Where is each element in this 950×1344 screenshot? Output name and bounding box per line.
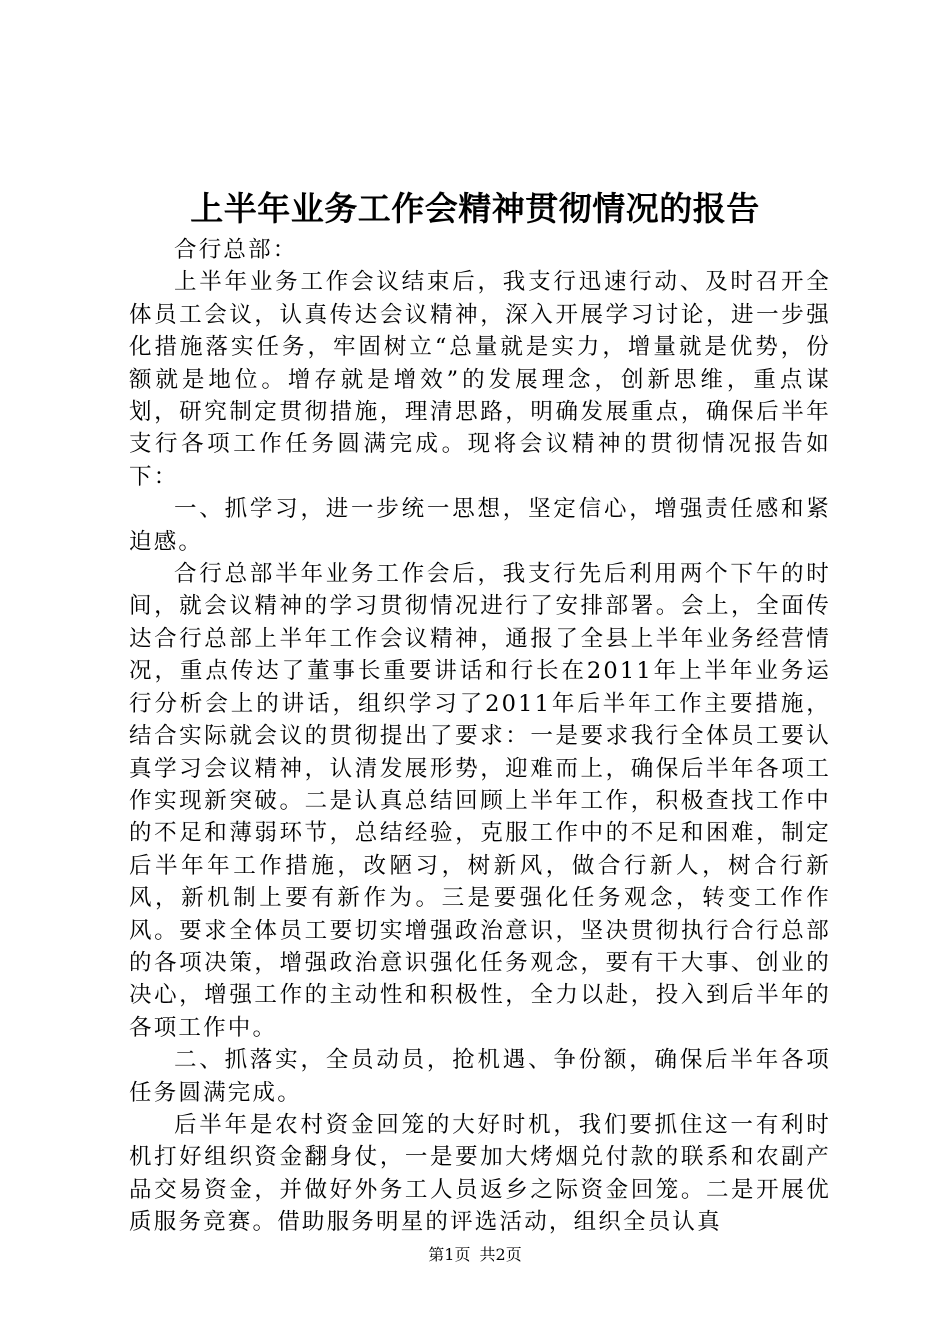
document-title: 上半年业务工作会精神贯彻情况的报告	[190, 189, 760, 228]
salutation: 合行总部：	[174, 237, 298, 263]
page-footer	[0, 1244, 950, 1266]
document-body	[129, 234, 831, 1239]
paragraph-section-2: 后半年是农村资金回笼的大好时机，我们要抓住这一有利时机打好组织资金翻身仗，一是要加大烤烟兑付款的联系和农副产品交易资金，并做好外务工人员返乡之际资金回笼。二是开展优质服务竞赛。借助服务明星的评选活动，组织全员认真	[129, 1111, 831, 1236]
page-total: 共2页	[479, 1245, 522, 1264]
paragraph-section-1: 合行总部半年业务工作会后，我支行先后利用两个下午的时间，就会议精神的学习贯彻情况进行了安排部署。会上，全面传达合行总部上半年工作会议精神，通报了全县上半年业务经营情况，重点传达了董事长重要讲话和行长在2011年上半年业务运行分析会上的讲话，组织学习了2011年后半年工作主要措施，结合实际就会议的贯彻提出了要求：一是要求我行全体员工要认真学习会议精神，认清发展形势，迎难而上，确保后半年各项工作实现新突破。二是认真总结回顾上半年工作，积极查找工作中的不足和薄弱环节，总结经验，克服工作中的不足和困难，制定后半年年工作措施，改陋习，树新风，做合行新人，树合行新风，新机制上要有新作为。三是要强化任务观念，转变工作作风。要求全体员工要切实增强政治意识，坚决贯彻执行合行总部的各项决策，增强政治意识强化任务观念，要有干大事、创业的决心，增强工作的主动性和积极性，全力以赴，投入到后半年的各项工作中。	[129, 561, 831, 1041]
page-number: 第1页	[428, 1245, 471, 1264]
section-heading-2: 二、抓落实，全员动员，抢机遇、争份额，确保后半年各项任务圆满完成。	[129, 1047, 831, 1106]
paragraph-intro: 上半年业务工作会议结束后，我支行迅速行动、及时召开全体员工会议，认真传达会议精神，深入开展学习讨论，进一步强化措施落实任务，牢固树立“总量就是实力，增量就是优势，份额就是地位。增存就是增效”的发展理念，创新思维，重点谋划，研究制定贯彻措施，理清思路，明确发展重点，确保后半年支行各项工作任务圆满完成。现将会议精神的贯彻情况报告如下：	[129, 269, 831, 490]
section-heading-1: 一、抓学习，进一步统一思想，坚定信心，增强责任感和紧迫感。	[129, 496, 831, 555]
